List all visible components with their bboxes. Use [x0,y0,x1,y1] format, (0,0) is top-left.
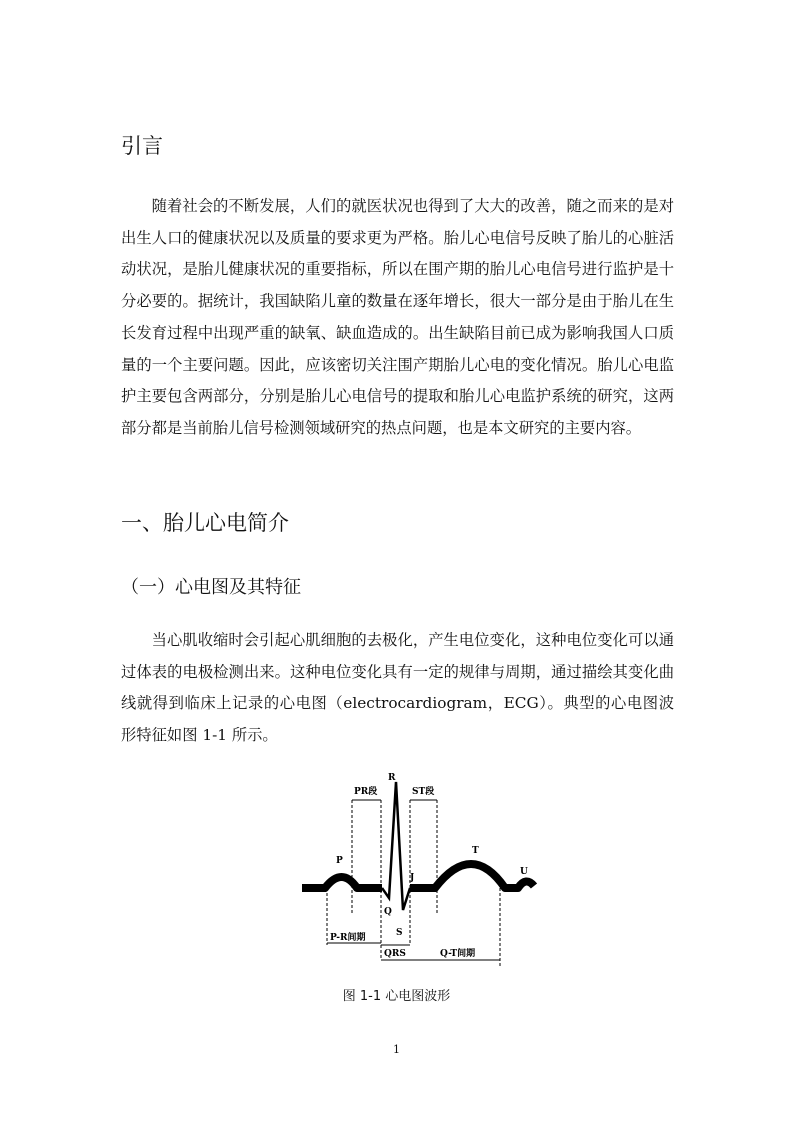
label-pr-segment: PR段 [354,787,378,797]
label-pr-interval: P-R间期 [330,933,366,943]
chapter-heading: 一、胎儿心电简介 [121,511,289,535]
figure-caption: 图 1-1 心电图波形 [342,989,451,1004]
label-t: T [472,846,479,856]
label-st-segment: ST段 [412,787,435,797]
intro-paragraph: 随着社会的不断发展，人们的就医状况也得到了大大的改善，随之而来的是对出生人口的健康状况以及质量的要求更为严格。胎儿心电信号反映了胎儿的心脏活动状况，是胎儿健康状况的重要指标，所以在围产期的胎儿心电信号进行监护是十分必要的。据统计，我国缺陷儿童的数量在逐年增长，很大一部分是由于胎儿在生长发育过程中出现严重的缺氧、缺血造成的。出生缺陷目前已成为影响我国人口质量的一个主要问题。因此，应该密切关注围产期胎儿心电的变化情况。胎儿心电监护主要包含两部分，分别是胎儿心电信号的提取和胎儿心电监护系统的研究，这两部分都是当前胎儿信号检测领域研究的热点问题，也是本文研究的主要内容。 [121,197,674,437]
section-paragraph: 当心肌收缩时会引起心肌细胞的去极化，产生电位变化，这种电位变化可以通过体表的电极检测出来。这种电位变化具有一定的规律与周期，通过描绘其变化曲线就得到临床上记录的心电图（electrocardiogram，ECG）。典型的心电图波形特征如图 1-1 所示。 [121,631,674,745]
ecg-waveform-figure [300,770,540,970]
label-p: P [336,856,343,866]
ecg-st-t-trace [410,864,534,888]
label-j: J [410,873,415,883]
label-qrs: QRS [384,949,406,959]
ecg-qrs-complex [382,782,410,910]
label-s: S [396,928,403,938]
label-r: R [388,773,396,783]
label-u: U [520,867,528,877]
page-number: 1 [393,1043,400,1056]
ecg-waveform-trace [302,877,382,888]
intro-heading: 引言 [121,134,163,158]
label-q: Q [384,907,392,917]
section-heading: （一）心电图及其特征 [121,577,301,598]
label-qt-interval: Q-T间期 [440,949,476,959]
